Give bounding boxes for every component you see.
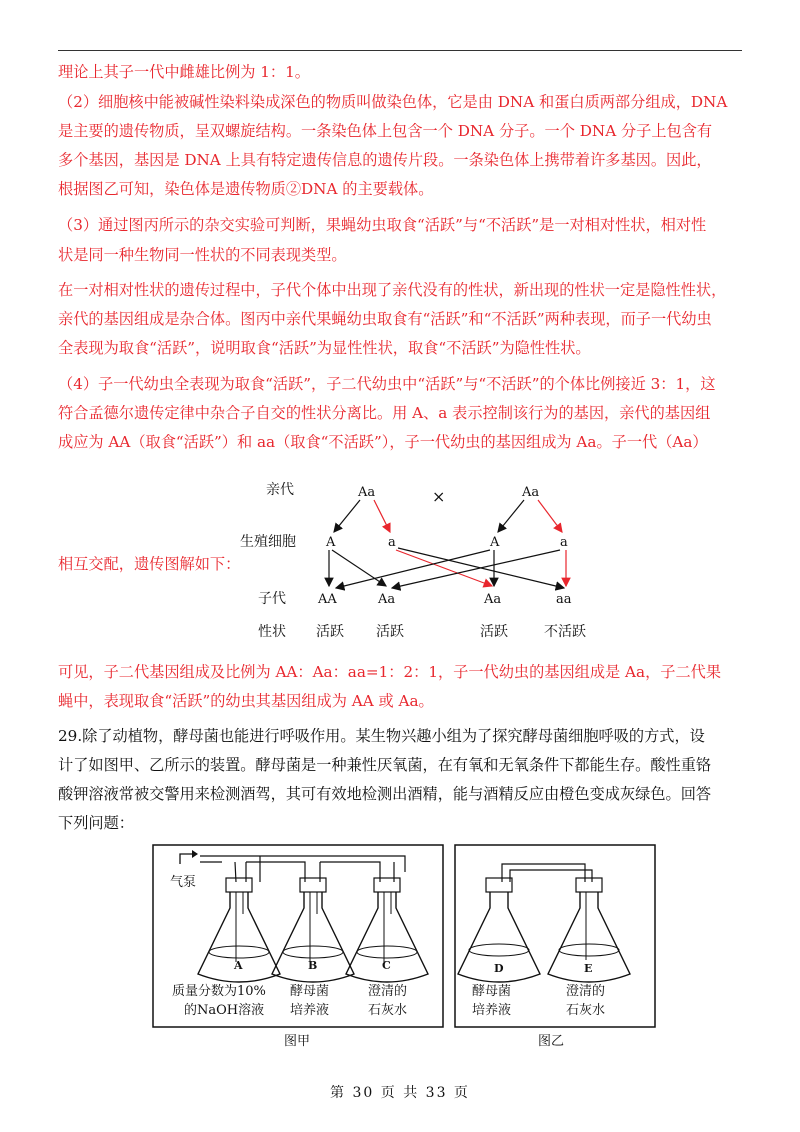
trait-3: 活跃 (480, 624, 508, 640)
question-line-4: 下列问题： (58, 814, 134, 832)
row-label-gamete: 生殖细胞 (240, 534, 296, 550)
flask-B-letter: B (308, 959, 318, 972)
flask-C-label-1: 澄清的 (368, 984, 408, 999)
answer-line-13: 成应为 AA（取食“活跃”）和 aa（取食“不活跃”），子一代幼虫的基因组成为 Aa。子一代（Aa） (58, 433, 708, 451)
arrow-p1-a (374, 500, 390, 532)
answer-line-4: 多个基因，基因是 DNA 上具有特定遗传信息的遗传片段。一条染色体上携带着许多基因。因此， (58, 151, 712, 169)
flask-A-label-2: 的NaOH溶液 (184, 1003, 265, 1018)
question-line-2: 计了如图甲、乙所示的装置。酵母菌是一种兼性厌氧菌，在有氧和无氧条件下都能生存。酸性重铬 (58, 756, 712, 774)
trait-2: 活跃 (376, 624, 404, 640)
flask-D-label-2: 培养液 (472, 1003, 512, 1018)
arrow-a-Aa3 (396, 550, 492, 586)
pump-label: 气泵 (170, 875, 197, 890)
answer-line-8: 在一对相对性状的遗传过程中，子代个体中出现了亲代没有的性状，新出现的性状一定是隐性性状， (58, 281, 727, 299)
answer-line-1: 理论上其子一代中雌雄比例为 1：1。 (58, 63, 310, 81)
flask-C-label-2: 石灰水 (368, 1003, 408, 1018)
offspring-1: AA (318, 592, 337, 607)
gamete-2: a (388, 535, 396, 550)
answer-line-10: 全表现为取食“活跃”，说明取食“活跃”为显性性状，取食“不活跃”为隐性性状。 (58, 339, 591, 357)
caption-jia: 图甲 (284, 1034, 311, 1049)
pump-arrow-icon (180, 854, 192, 864)
page-footer: 第 30 页 共 33 页 (330, 1085, 470, 1101)
row-label-trait: 性状 (258, 624, 286, 640)
caption-yi: 图乙 (538, 1034, 565, 1049)
parent-right: Aa (522, 485, 540, 500)
question-line-1: 29.除了动植物，酵母菌也能进行呼吸作用。某生物兴趣小组为了探究酵母菌细胞呼吸的方式，设 (58, 727, 705, 745)
parent-left: Aa (358, 485, 376, 500)
diagram-intro: 相互交配，遗传图解如下： (58, 555, 241, 573)
flask-E-label-1: 澄清的 (566, 984, 606, 999)
offspring-4: aa (556, 592, 572, 607)
answer-line-2: （2）细胞核中能被碱性染料染成深色的物质叫做染色体，它是由 DNA 和蛋白质两部分组成，DNA (58, 93, 728, 111)
flask-E-label-2: 石灰水 (566, 1003, 606, 1018)
arrow-p2-A (498, 500, 524, 532)
row-label-offspring: 子代 (258, 591, 286, 607)
question-line-3: 酸钾溶液常被交警用来检测酒驾，其可有效地检测出酒精，能与酒精反应由橙色变成灰绿色。回答 (58, 785, 712, 803)
cross-sign: × (432, 487, 446, 506)
gamete-1: A (326, 535, 336, 550)
header-rule (58, 50, 742, 51)
gamete-4: a (560, 535, 568, 550)
figure-jia-frame (153, 845, 443, 1027)
arrow-p2-a (538, 500, 562, 532)
flask-A-letter: A (234, 959, 243, 972)
offspring-3: Aa (484, 592, 502, 607)
genetic-cross-diagram (240, 470, 640, 650)
flask-D-letter: D (494, 962, 504, 975)
answer-line-7: 状是同一种生物同一性状的不同表现类型。 (58, 246, 347, 264)
gamete-3: A (490, 535, 500, 550)
answer-line-3: 是主要的遗传物质，呈双螺旋结构。一条染色体上包含一个 DNA 分子。一个 DNA 分子上包含有 (58, 122, 713, 140)
flask-C-letter: C (382, 959, 391, 972)
answer-line-11: （4）子一代幼虫全表现为取食“活跃”，子二代幼虫中“活跃”与“不活跃”的个体比例接近 3：1，这 (58, 375, 716, 393)
row-label-parent: 亲代 (266, 482, 294, 498)
figure-yi-frame (455, 845, 655, 1027)
trait-4: 不活跃 (544, 624, 586, 640)
answer-line-6: （3）通过图丙所示的杂交实验可判断，果蝇幼虫取食“活跃”与“不活跃”是一对相对性状，相对性 (58, 216, 707, 234)
arrow-A-Aa2 (332, 550, 386, 586)
flask-B-label-1: 酵母菌 (290, 984, 330, 999)
trait-1: 活跃 (316, 624, 344, 640)
flask-D-label-1: 酵母菌 (472, 984, 512, 999)
conclusion-line-2: 蝇中，表现取食“活跃”的幼虫其基因组成为 AA 或 Aa。 (58, 692, 434, 710)
flask-E-letter: E (584, 962, 593, 975)
answer-line-5: 根据图乙可知，染色体是遗传物质②DNA 的主要载体。 (58, 180, 434, 198)
apparatus-figure (150, 842, 660, 1052)
flask-B-label-2: 培养液 (290, 1003, 330, 1018)
arrow-A3-AA (336, 550, 490, 588)
arrow-p1-A (334, 500, 360, 532)
offspring-2: Aa (378, 592, 396, 607)
tube-top-yi (502, 864, 592, 882)
conclusion-line-1: 可见，子二代基因组成及比例为 AA：Aa：aa=1：2：1，子一代幼虫的基因组成是 Aa，子二代果 (58, 663, 722, 681)
arrow-a4-Aa2 (392, 550, 560, 588)
flask-A-label-1: 质量分数为10% (172, 984, 266, 999)
answer-line-12: 符合孟德尔遗传定律中杂合子自交的性状分离比。用 A、a 表示控制该行为的基因，亲代的基因组 (58, 404, 711, 422)
answer-line-9: 亲代的基因组成是杂合体。图丙中亲代果蝇幼虫取食有“活跃”和“不活跃”两种表现，而子一代幼虫 (58, 310, 712, 328)
